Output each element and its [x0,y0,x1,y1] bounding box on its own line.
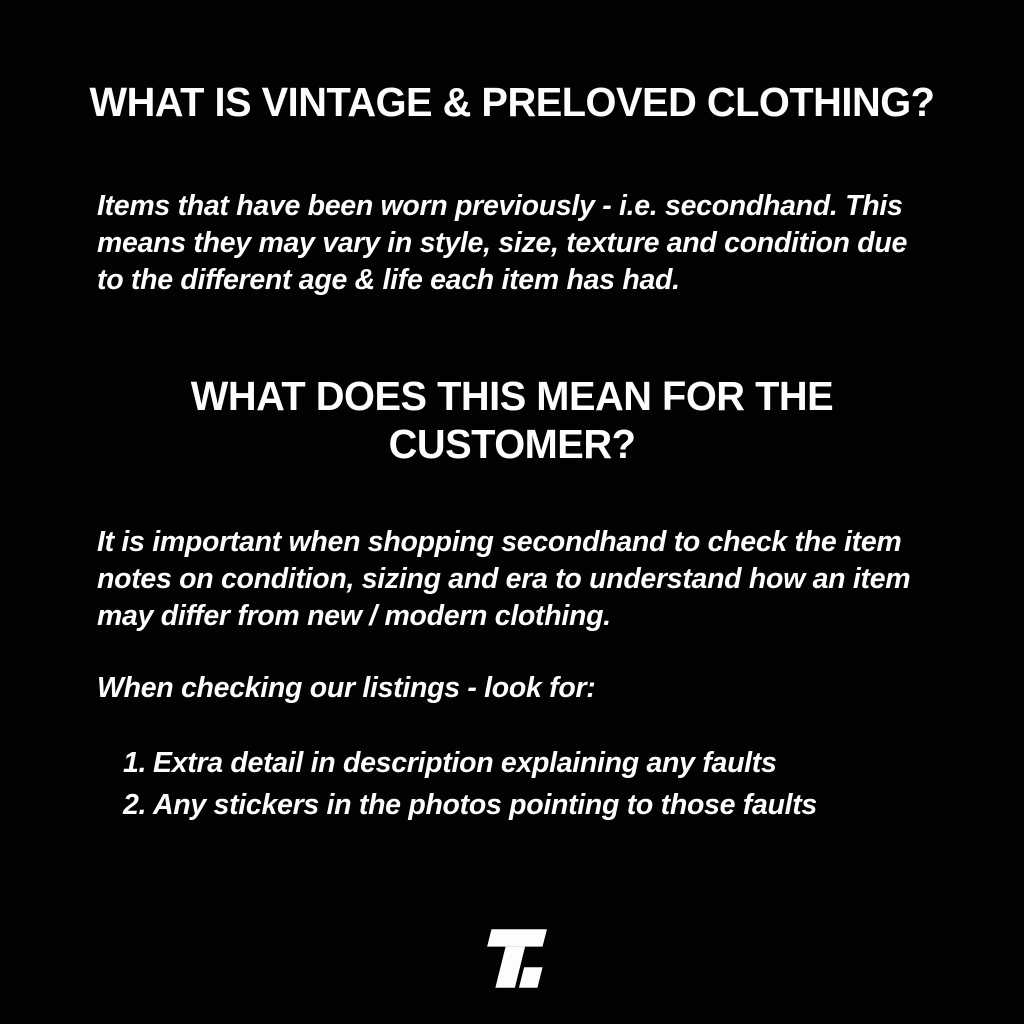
list-item-number: 2. [123,789,147,821]
list-item-number: 1. [123,747,147,779]
list-item-text: Extra detail in description explaining any faults [153,747,777,779]
list-item [123,742,964,784]
heading-line: WHAT DOES THIS MEAN FOR THE [190,373,834,419]
customer-paragraph [97,524,964,635]
paragraph-line: It is important when shopping secondhand to check the item [97,526,902,558]
paragraph-line: to the different age & life each item has had. [97,264,680,296]
heading-line: CUSTOMER? [388,421,636,467]
listings-intro: When checking our listings - look for: [97,672,596,704]
paragraph-line: notes on condition, sizing and era to understand how an item [97,563,911,595]
t-logo-icon [473,928,551,990]
section-title-customer [15,372,1008,468]
paragraph-line: means they may vary in style, size, texture and condition due [97,227,908,259]
intro-paragraph [97,188,964,299]
brand-logo [473,928,551,990]
paragraph-line: may differ from new / modern clothing. [97,600,611,632]
list-item [123,784,964,826]
faults-checklist [123,742,964,826]
list-item-text: Any stickers in the photos pointing to those faults [153,789,817,821]
page-title: WHAT IS VINTAGE & PRELOVED CLOTHING? [89,79,935,125]
paragraph-line: Items that have been worn previously - i.e. secondhand. This [97,190,903,222]
